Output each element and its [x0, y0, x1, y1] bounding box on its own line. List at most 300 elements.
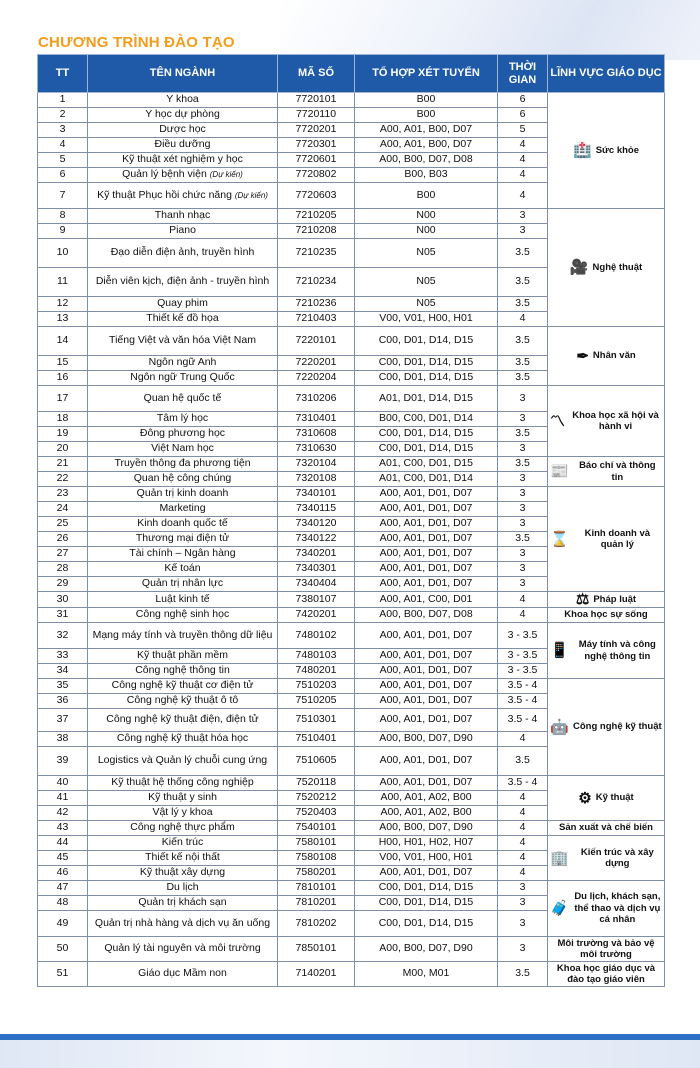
subject-combo-text: A00, A01, A02, B00: [380, 806, 472, 819]
table-row: [38, 608, 665, 623]
duration: [498, 108, 548, 123]
program-code-text: 7210205: [295, 209, 337, 222]
program-code: [278, 472, 355, 487]
subject-combo: [355, 93, 498, 108]
education-field: [548, 608, 665, 623]
program-code-text: 7510203: [295, 679, 337, 692]
program-code-text: 7210235: [295, 246, 337, 259]
education-field: [548, 962, 665, 987]
subject-combo: [355, 836, 498, 851]
duration: [498, 881, 548, 896]
row-number: [38, 709, 88, 732]
program-code: [278, 442, 355, 457]
row-number: [38, 649, 88, 664]
subject-combo-text: C00, D01, D14, D15: [378, 427, 474, 440]
duration: [498, 356, 548, 371]
duration-text: 4: [519, 866, 526, 879]
program-code: [278, 806, 355, 821]
row-number-text: 31: [56, 608, 69, 621]
program-code: [278, 168, 355, 183]
subject-combo-text: A00, B00, D07, D08: [379, 153, 473, 166]
education-field: [548, 776, 665, 821]
newspaper-icon: 📰: [550, 463, 569, 480]
row-number-text: 27: [56, 547, 69, 560]
row-number: [38, 679, 88, 694]
program-name-text: Công nghệ kỹ thuật hóa học: [116, 732, 249, 745]
duration: [498, 776, 548, 791]
education-field: [548, 93, 665, 209]
program-code: [278, 592, 355, 608]
row-number-text: 45: [56, 851, 69, 864]
program-code-text: 7480103: [295, 649, 337, 662]
duration-text: 4: [519, 732, 526, 745]
duration: [498, 239, 548, 268]
program-code-text: 7520212: [295, 791, 337, 804]
duration-text: 3: [519, 577, 526, 590]
program-name: [88, 694, 278, 709]
subject-combo: [355, 209, 498, 224]
duration-text: 4: [519, 188, 526, 201]
program-name: [88, 412, 278, 427]
duration-text: 4: [519, 168, 526, 181]
row-number-text: 17: [56, 391, 69, 404]
program-name: [88, 608, 278, 623]
subject-combo: [355, 866, 498, 881]
program-name-text: Thanh nhạc: [154, 209, 211, 222]
subject-combo: [355, 608, 498, 623]
duration: [498, 386, 548, 412]
subject-combo: [355, 623, 498, 649]
row-number: [38, 427, 88, 442]
program-code: [278, 791, 355, 806]
program-code-text: 7210403: [295, 312, 337, 325]
row-number-text: 37: [56, 713, 69, 726]
program-code-text: 7720603: [295, 188, 337, 201]
program-code-text: 7810201: [295, 896, 337, 909]
program-name: [88, 962, 278, 987]
program-code-text: 7510205: [295, 694, 337, 707]
gavel-icon: ⚖: [575, 591, 590, 608]
row-number: [38, 608, 88, 623]
program-name: [88, 517, 278, 532]
row-number-text: 21: [56, 457, 69, 470]
program-code: [278, 532, 355, 547]
row-number-text: 28: [56, 562, 69, 575]
subject-combo: [355, 747, 498, 776]
program-code-text: 7720110: [295, 108, 337, 121]
row-number: [38, 821, 88, 836]
subject-combo-text: A00, A01, D01, D07: [379, 866, 473, 879]
subject-combo-text: A01, C00, D01, D15: [379, 457, 473, 470]
program-name-text: Tài chính – Ngân hàng: [129, 547, 236, 560]
subject-combo-text: A00, A01, D01, D07: [379, 776, 473, 789]
row-number: [38, 123, 88, 138]
duration: [498, 123, 548, 138]
row-number-text: 25: [56, 517, 69, 530]
program-code-text: 7520118: [295, 776, 337, 789]
row-number-text: 7: [59, 188, 66, 201]
subject-combo-text: C00, D01, D14, D15: [378, 916, 474, 929]
program-code: [278, 937, 355, 962]
subject-combo-text: A00, B00, D07, D08: [379, 608, 473, 621]
building-icon: 🏢: [550, 849, 569, 867]
duration: [498, 312, 548, 327]
program-name: [88, 327, 278, 356]
program-code-text: 7810202: [295, 916, 337, 929]
program-name: [88, 123, 278, 138]
program-name: [88, 851, 278, 866]
subject-combo-text: C00, D01, D14, D15: [378, 356, 474, 369]
row-number-text: 12: [56, 297, 69, 310]
subject-combo-text: B00: [416, 108, 436, 121]
program-code-text: 7340201: [295, 547, 337, 560]
duration-text: 4: [519, 821, 526, 834]
row-number: [38, 896, 88, 911]
program-code: [278, 962, 355, 987]
program-code: [278, 911, 355, 937]
program-code-text: 7310630: [295, 442, 337, 455]
subject-combo: [355, 851, 498, 866]
header-name: TÊN NGÀNH: [88, 55, 278, 93]
row-number-text: 29: [56, 577, 69, 590]
row-number-text: 8: [59, 209, 66, 222]
row-number-text: 49: [56, 916, 69, 929]
program-code: [278, 297, 355, 312]
row-number: [38, 502, 88, 517]
duration-text: 3: [519, 391, 526, 404]
education-field-label: Nghệ thuật: [592, 261, 643, 273]
program-name-text: Công nghệ kỹ thuật điện, điện tử: [106, 713, 259, 726]
subject-combo: [355, 412, 498, 427]
program-code: [278, 457, 355, 472]
duration-text: 4: [519, 806, 526, 819]
subject-combo-text: A00, B00, D07, D90: [379, 732, 473, 745]
row-number: [38, 412, 88, 427]
subject-combo-text: H00, H01, H02, H07: [378, 836, 474, 849]
program-code: [278, 732, 355, 747]
subject-combo-text: C00, D01, D14, D15: [378, 442, 474, 455]
row-number: [38, 937, 88, 962]
program-code-text: 7340404: [295, 577, 337, 590]
subject-combo: [355, 679, 498, 694]
subject-combo-text: A00, A01, D01, D07: [379, 502, 473, 515]
quill-icon: ✒: [576, 347, 589, 365]
row-number-text: 43: [56, 821, 69, 834]
program-name-text: Kỹ thuật phần mềm: [136, 649, 229, 662]
education-field: [548, 487, 665, 592]
duration: [498, 138, 548, 153]
program-code-text: 7720201: [295, 123, 337, 136]
program-name-text: Kỹ thuật Phục hồi chức năng: [97, 188, 232, 201]
row-number: [38, 93, 88, 108]
duration-text: 3: [519, 442, 526, 455]
program-name-text: Vật lý y khoa: [152, 806, 213, 819]
subject-combo-text: A01, D01, D14, D15: [379, 391, 473, 404]
row-number: [38, 487, 88, 502]
program-code: [278, 836, 355, 851]
program-name: [88, 93, 278, 108]
education-field-label: Môi trường và bảo vệ môi trường: [557, 937, 655, 960]
program-name-text: Công nghệ sinh học: [135, 608, 230, 621]
education-field-label: Kiến trúc và xây dựng: [580, 846, 654, 869]
table-row: [38, 209, 665, 224]
row-number: [38, 577, 88, 592]
program-code-text: 7480102: [295, 628, 337, 641]
duration: [498, 821, 548, 836]
duration-text: 3: [519, 547, 526, 560]
program-name: [88, 168, 278, 183]
program-code: [278, 209, 355, 224]
program-name: [88, 664, 278, 679]
program-name: [88, 937, 278, 962]
row-number-text: 15: [56, 356, 69, 369]
subject-combo: [355, 881, 498, 896]
program-name-text: Y khoa: [166, 93, 199, 106]
program-name-text: Quản trị nhà hàng và dịch vụ ăn uống: [94, 916, 271, 929]
subject-combo: [355, 791, 498, 806]
program-code: [278, 896, 355, 911]
duration-text: 3.5: [515, 371, 530, 384]
subject-combo-text: B00: [416, 188, 436, 201]
subject-combo: [355, 138, 498, 153]
film-camera-icon: 🎥: [569, 259, 589, 276]
duration: [498, 547, 548, 562]
program-code-text: 7720101: [295, 93, 337, 106]
education-field: [548, 457, 665, 487]
row-number: [38, 962, 88, 987]
subject-combo-text: A00, A01, A02, B00: [380, 791, 472, 804]
program-code: [278, 623, 355, 649]
program-code: [278, 427, 355, 442]
program-code-text: 7310206: [295, 391, 337, 404]
duration: [498, 962, 548, 987]
education-field-label: Kỹ thuật: [595, 792, 634, 804]
duration-text: 3: [519, 209, 526, 222]
program-note: (Dự kiến): [234, 190, 268, 200]
program-name: [88, 386, 278, 412]
subject-combo-text: C00, D01, D14, D15: [378, 881, 474, 894]
duration: [498, 709, 548, 732]
duration: [498, 937, 548, 962]
duration: [498, 747, 548, 776]
program-code: [278, 268, 355, 297]
program-name: [88, 224, 278, 239]
row-number-text: 18: [56, 412, 69, 425]
row-number: [38, 776, 88, 791]
education-field: [548, 679, 665, 776]
row-number-text: 3: [59, 123, 66, 136]
program-code-text: 7580201: [295, 866, 337, 879]
duration: [498, 168, 548, 183]
program-name-text: Luật kinh tế: [155, 592, 210, 605]
row-number: [38, 732, 88, 747]
program-name: [88, 806, 278, 821]
hospital-icon: 🏥: [573, 142, 592, 159]
duration: [498, 679, 548, 694]
subject-combo-text: N00: [416, 224, 436, 237]
duration: [498, 577, 548, 592]
program-name-text: Điều dưỡng: [154, 138, 211, 151]
program-name-text: Y học dự phòng: [145, 108, 220, 121]
header-decoration: [280, 0, 700, 60]
duration-text: 3: [519, 224, 526, 237]
row-number: [38, 592, 88, 608]
header-code: MÃ SỐ: [278, 55, 355, 93]
row-number-text: 34: [56, 664, 69, 677]
subject-combo-text: A00, A01, D01, D07: [379, 754, 473, 767]
header-tt: TT: [38, 55, 88, 93]
program-code-text: 7510605: [295, 754, 337, 767]
duration-text: 3.5 - 4: [507, 679, 538, 692]
program-code-text: 7340120: [295, 517, 337, 530]
program-code: [278, 547, 355, 562]
program-code-text: 7220201: [295, 356, 337, 369]
program-name-text: Kỹ thuật y sinh: [148, 791, 217, 804]
education-field-label: Máy tính và công nghệ thông tin: [578, 639, 656, 662]
row-number-text: 1: [59, 93, 66, 106]
row-number-text: 47: [56, 881, 69, 894]
program-code: [278, 679, 355, 694]
duration: [498, 224, 548, 239]
row-number-text: 19: [56, 427, 69, 440]
subject-combo-text: N05: [416, 246, 436, 259]
row-number: [38, 747, 88, 776]
header-field: LĨNH VỰC GIÁO DỤC: [548, 55, 665, 93]
program-name-text: Công nghệ kỹ thuật ô tô: [126, 694, 239, 707]
program-name-text: Đông phương học: [139, 427, 226, 440]
duration-text: 3.5: [515, 427, 530, 440]
table-row: [38, 93, 665, 108]
duration: [498, 457, 548, 472]
education-field: [548, 881, 665, 937]
program-name: [88, 472, 278, 487]
duration: [498, 851, 548, 866]
row-number: [38, 791, 88, 806]
duration: [498, 371, 548, 386]
program-name: [88, 791, 278, 806]
row-number: [38, 694, 88, 709]
program-code: [278, 93, 355, 108]
subject-combo-text: V00, V01, H00, H01: [379, 851, 473, 864]
duration: [498, 268, 548, 297]
duration: [498, 297, 548, 312]
duration: [498, 183, 548, 209]
row-number-text: 16: [56, 371, 69, 384]
row-number: [38, 806, 88, 821]
program-name-text: Quan hệ công chúng: [133, 472, 232, 485]
row-number: [38, 327, 88, 356]
subject-combo: [355, 562, 498, 577]
row-number-text: 11: [57, 275, 68, 288]
program-code: [278, 371, 355, 386]
row-number-text: 38: [56, 732, 69, 745]
row-number-text: 6: [59, 168, 66, 181]
row-number: [38, 866, 88, 881]
program-name: [88, 138, 278, 153]
duration: [498, 791, 548, 806]
row-number-text: 20: [56, 442, 69, 455]
duration-text: 3: [519, 942, 526, 955]
row-number: [38, 371, 88, 386]
program-code-text: 7810101: [295, 881, 337, 894]
subject-combo-text: A00, A01, D01, D07: [379, 547, 473, 560]
program-name-text: Marketing: [159, 502, 206, 515]
program-name-text: Ngôn ngữ Anh: [148, 356, 217, 369]
education-field: [548, 821, 665, 836]
program-code-text: 7210236: [295, 297, 337, 310]
program-code-text: 7340115: [295, 502, 337, 515]
subject-combo-text: C00, D01, D14, D15: [378, 371, 474, 384]
duration: [498, 562, 548, 577]
subject-combo: [355, 664, 498, 679]
table-row: [38, 962, 665, 987]
education-field: [548, 592, 665, 608]
program-name-text: Thương mại điện tử: [135, 532, 230, 545]
program-name-text: Quản lý bệnh viện: [122, 168, 207, 181]
program-name: [88, 312, 278, 327]
program-name-text: Mạng máy tính và truyền thông dữ liệu: [92, 628, 273, 641]
row-number: [38, 532, 88, 547]
program-code: [278, 239, 355, 268]
subject-combo: [355, 153, 498, 168]
robot-icon: 🤖: [550, 718, 569, 736]
program-code-text: 7380107: [295, 592, 337, 605]
program-name: [88, 821, 278, 836]
subject-combo: [355, 487, 498, 502]
table-row: [38, 836, 665, 851]
duration: [498, 649, 548, 664]
program-code: [278, 866, 355, 881]
row-number: [38, 312, 88, 327]
duration-text: 3: [519, 487, 526, 500]
row-number-text: 10: [56, 246, 69, 259]
program-name: [88, 911, 278, 937]
subject-combo: [355, 592, 498, 608]
duration: [498, 442, 548, 457]
row-number-text: 24: [56, 502, 69, 515]
subject-combo: [355, 427, 498, 442]
subject-combo: [355, 547, 498, 562]
program-code: [278, 356, 355, 371]
program-code-text: 7210234: [295, 275, 337, 288]
table-row: [38, 487, 665, 502]
program-code: [278, 694, 355, 709]
program-name: [88, 356, 278, 371]
program-code-text: 7140201: [295, 967, 337, 980]
program-code-text: 7220204: [295, 371, 337, 384]
duration-text: 4: [519, 608, 526, 621]
duration-text: 3: [519, 896, 526, 909]
row-number: [38, 297, 88, 312]
row-number: [38, 547, 88, 562]
program-name-text: Thiết kế đồ họa: [146, 312, 219, 325]
table-row: [38, 457, 665, 472]
subject-combo-text: A00, A01, D01, D07: [379, 628, 473, 641]
duration-text: 3 - 3.5: [507, 664, 538, 677]
duration-text: 3.5: [515, 356, 530, 369]
program-name-text: Kỹ thuật xét nghiệm y học: [122, 153, 243, 166]
program-code-text: 7210208: [295, 224, 337, 237]
program-name: [88, 153, 278, 168]
subject-combo-text: A00, A01, D01, D07: [379, 517, 473, 530]
subject-combo-text: A00, A01, D01, D07: [379, 713, 473, 726]
row-number: [38, 911, 88, 937]
row-number: [38, 138, 88, 153]
program-name: [88, 592, 278, 608]
row-number: [38, 664, 88, 679]
subject-combo-text: N05: [416, 275, 436, 288]
program-name: [88, 268, 278, 297]
